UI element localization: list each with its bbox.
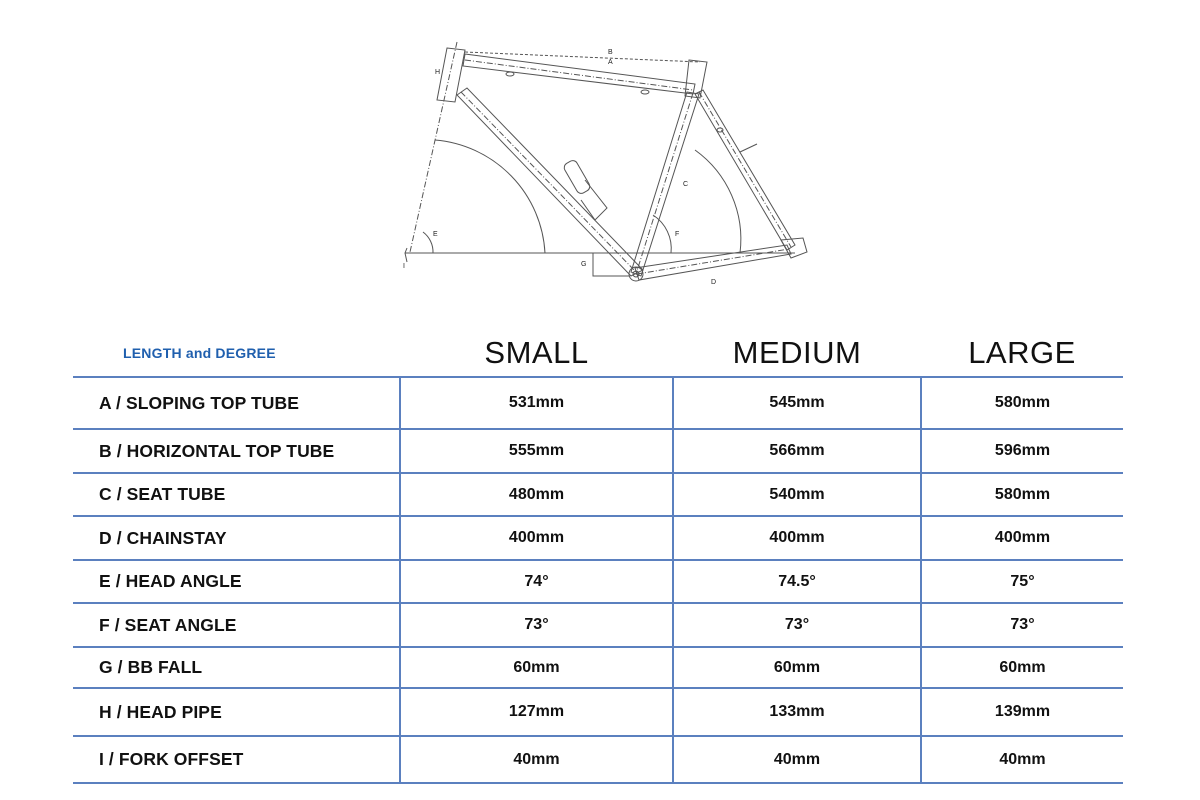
cell-value: 60mm bbox=[400, 647, 673, 688]
table-row bbox=[73, 560, 1123, 603]
cell-value: 74.5° bbox=[673, 560, 921, 603]
cell-value: 75° bbox=[921, 560, 1123, 603]
cell-value: 73° bbox=[921, 603, 1123, 647]
table-row bbox=[73, 377, 1123, 429]
seat-tube bbox=[631, 92, 699, 276]
row-label: F / SEAT ANGLE bbox=[99, 614, 237, 635]
table-row bbox=[73, 647, 1123, 688]
cell-value: 400mm bbox=[673, 516, 921, 560]
table-row bbox=[73, 688, 1123, 736]
table-row bbox=[73, 603, 1123, 647]
steering-axis bbox=[410, 42, 457, 252]
fork-offset-mark bbox=[405, 248, 407, 262]
seat-angle-small-arc bbox=[653, 215, 671, 253]
label-D: D bbox=[711, 279, 717, 286]
row-label: G / BB FALL bbox=[99, 657, 203, 677]
row-label: B / HORIZONTAL TOP TUBE bbox=[99, 440, 335, 461]
corner-label: LENGTH and DEGREE bbox=[123, 345, 276, 361]
label-I: I bbox=[403, 263, 405, 270]
cell-value: 596mm bbox=[921, 429, 1123, 473]
row-label: C / SEAT TUBE bbox=[99, 484, 226, 504]
label-E: E bbox=[433, 231, 438, 238]
bottle-cage bbox=[581, 180, 607, 220]
size-small-header: SMALL bbox=[484, 335, 589, 370]
cell-value: 400mm bbox=[921, 516, 1123, 560]
label-H: H bbox=[435, 69, 441, 76]
cell-value: 580mm bbox=[921, 377, 1123, 429]
row-label: E / HEAD ANGLE bbox=[99, 571, 242, 591]
frame-geometry-diagram bbox=[395, 40, 815, 295]
bb-drop-mark bbox=[593, 253, 629, 276]
row-label: I / FORK OFFSET bbox=[99, 749, 244, 769]
label-A: A bbox=[608, 59, 613, 66]
geometry-table-container bbox=[73, 330, 1123, 784]
cell-value: 580mm bbox=[921, 473, 1123, 516]
table-row bbox=[73, 473, 1123, 516]
cell-value: 531mm bbox=[400, 377, 673, 429]
table-row bbox=[73, 429, 1123, 473]
horizontal-top-tube-line bbox=[465, 52, 700, 62]
cell-value: 40mm bbox=[400, 736, 673, 783]
cell-value: 73° bbox=[673, 603, 921, 647]
head-angle-small-arc bbox=[423, 232, 433, 253]
bottle-icon bbox=[562, 159, 591, 195]
size-medium-header: MEDIUM bbox=[732, 335, 862, 370]
seat-angle-arc bbox=[695, 150, 741, 253]
label-G: G bbox=[581, 261, 587, 268]
row-label: D / CHAINSTAY bbox=[99, 527, 227, 548]
cell-value: 60mm bbox=[921, 647, 1123, 688]
label-C: C bbox=[683, 181, 689, 188]
cell-value: 73° bbox=[400, 603, 673, 647]
cell-value: 40mm bbox=[921, 736, 1123, 783]
cell-value: 480mm bbox=[400, 473, 673, 516]
cell-value: 545mm bbox=[673, 377, 921, 429]
cell-value: 555mm bbox=[400, 429, 673, 473]
cell-value: 133mm bbox=[673, 688, 921, 736]
cell-value: 400mm bbox=[400, 516, 673, 560]
chain-stay bbox=[635, 245, 791, 280]
head-angle-arc bbox=[435, 140, 545, 253]
geometry-table bbox=[73, 330, 1123, 784]
row-label: H / HEAD PIPE bbox=[99, 701, 222, 722]
size-large-header: LARGE bbox=[968, 335, 1076, 370]
head-tube bbox=[437, 48, 465, 102]
cell-value: 127mm bbox=[400, 688, 673, 736]
cell-value: 540mm bbox=[673, 473, 921, 516]
table-row bbox=[73, 516, 1123, 560]
label-F: F bbox=[675, 231, 680, 238]
table-header-row bbox=[73, 330, 1123, 377]
cell-value: 40mm bbox=[673, 736, 921, 783]
cell-value: 74° bbox=[400, 560, 673, 603]
cell-value: 60mm bbox=[673, 647, 921, 688]
cell-value: 566mm bbox=[673, 429, 921, 473]
label-B: B bbox=[608, 49, 613, 56]
row-label: A / SLOPING TOP TUBE bbox=[99, 392, 300, 413]
table-row bbox=[73, 736, 1123, 783]
cell-value: 139mm bbox=[921, 688, 1123, 736]
